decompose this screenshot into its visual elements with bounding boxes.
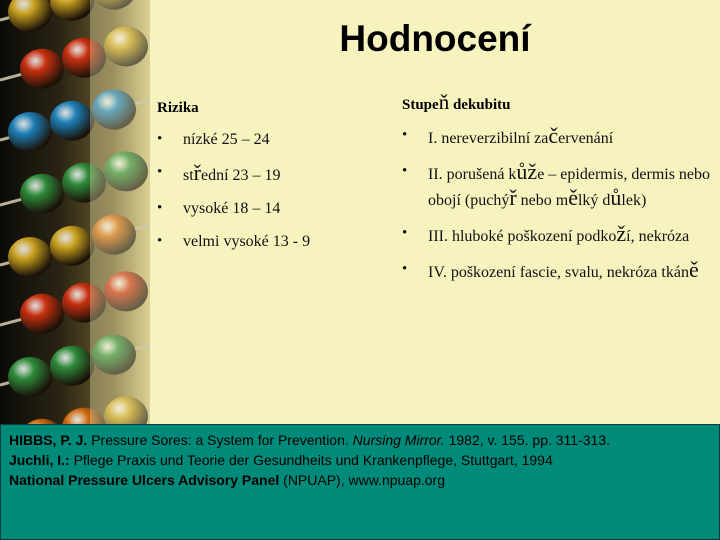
reference-author: Juchli, I.: [9, 452, 70, 468]
stage-text-big: ě [688, 257, 699, 282]
stage-text-big: ž [616, 221, 627, 246]
risk-text-big: ř [193, 160, 201, 185]
risk-text: st [183, 167, 194, 184]
abacus-bead [8, 357, 52, 397]
references-box [0, 424, 720, 540]
risks-list [157, 128, 387, 263]
abacus-bead [50, 101, 94, 141]
stage-text: e – epidermis, dermis nebo obojí (puchý [428, 166, 711, 209]
stage-text: í, nekróza [626, 228, 690, 245]
abacus-bead [8, 112, 52, 152]
reference-text: Pressure Sores: a System for Prevention. [87, 432, 353, 448]
stage-text-big: ů [610, 185, 622, 210]
stages-heading-pre: Stupe [402, 97, 439, 113]
abacus-bead [20, 49, 64, 89]
risk-item [157, 230, 387, 253]
stage-text-big: ě [568, 185, 578, 210]
risk-text: ední 23 – 19 [201, 167, 281, 184]
reference-text: Pflege Praxis und Teorie der Gesundheits und Krankenpflege, Stuttgart, 1994 [69, 452, 553, 468]
stage-text: I. nereverzibilní za [428, 130, 549, 147]
reference-line [9, 470, 713, 490]
risk-text: vysoké 18 – 14 [183, 200, 281, 217]
risks-heading: Rizika [157, 100, 199, 116]
risk-text: nízké 25 – 24 [183, 131, 270, 148]
reference-author: HIBBS, P. J. [9, 432, 88, 448]
reference-text: (NPUAP), www.npuap.org [279, 472, 445, 488]
stage-text-big: ůž [516, 159, 538, 184]
stage-text: IV. poškození fascie, svalu, nekróza tkán [428, 264, 689, 281]
reference-line [9, 430, 713, 450]
abacus-bead [50, 346, 94, 386]
risk-item [157, 161, 387, 187]
stages-heading-post: dekubitu [449, 97, 511, 113]
abacus-bead [20, 294, 64, 334]
stage-text: nebo m [516, 192, 569, 209]
stages-list [402, 124, 720, 294]
stage-item [402, 222, 720, 248]
stage-item [402, 124, 720, 150]
stage-text: II. porušená k [428, 166, 517, 183]
risk-text: velmi vysoké 13 - 9 [183, 233, 311, 250]
reference-journal: Nursing Mirror. [352, 432, 445, 448]
reference-text: 1982, v. 155. pp. 311-313. [444, 432, 610, 448]
abacus-bead [50, 226, 94, 266]
slide-title: Hodnocení [339, 18, 531, 59]
stage-item [402, 160, 720, 212]
stages-heading-big: ň [438, 90, 450, 114]
stage-text-big: č [548, 123, 559, 148]
stage-text: III. hluboké poškození podko [428, 228, 617, 245]
risk-item [157, 128, 387, 151]
abacus-bead [8, 237, 52, 277]
stage-text: ervenání [558, 130, 614, 147]
reference-line [9, 450, 713, 470]
stage-text-big: ř [509, 185, 517, 210]
stage-item [402, 258, 720, 284]
abacus-bead [20, 174, 64, 214]
abacus-bead [50, 0, 94, 21]
stage-text: lký d [577, 192, 611, 209]
stages-heading [402, 90, 510, 115]
abacus-bead [8, 0, 52, 32]
stage-text: lek) [621, 192, 647, 209]
risk-item [157, 197, 387, 220]
reference-author: National Pressure Ulcers Advisory Panel [9, 472, 280, 488]
